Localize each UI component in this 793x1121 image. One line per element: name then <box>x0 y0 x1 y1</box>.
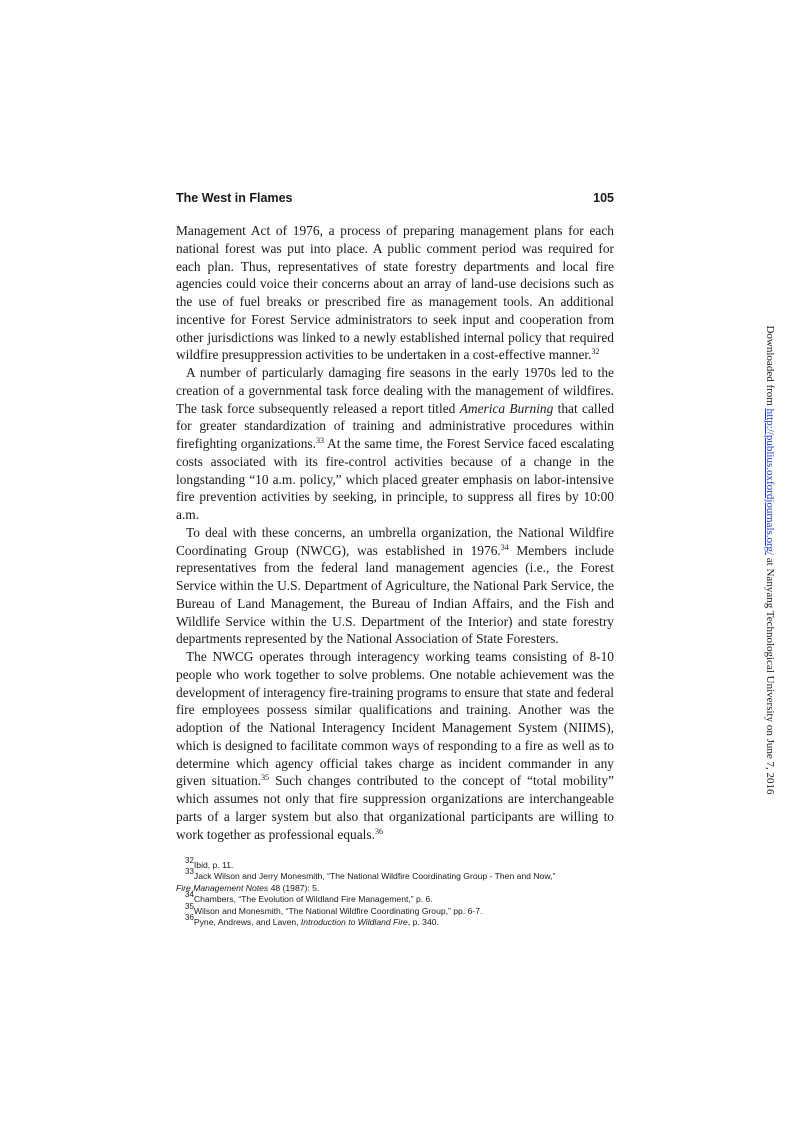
paragraph-4 <box>176 648 614 843</box>
footnote-34 <box>176 890 636 905</box>
footnotes <box>176 856 636 928</box>
footnote-ref-34: 34 <box>500 542 509 552</box>
paragraph-1-text: Management Act of 1976, a process of preparing management plans for each national forest was put into place. A public comment period was required for each plan. Thus, representatives of state forestry departments and local fire agencies could voice their concerns about an array of land-use decisions such as the use of fuel breaks or prescribed fire as management tools. An additional incentive for Forest Service administrators to seek input and cooperation from other jurisdictions was linked to a newly established internal policy that required wildfire presuppression activities to be undertaken in a cost-effective manner. <box>176 223 614 363</box>
footnote-number: 33 <box>185 867 194 877</box>
footnote-text: Jack Wilson and Jerry Monesmith, “The National Wildfire Coordinating Group - Then and Now,” <box>193 871 556 882</box>
footnote-text: Wilson and Monesmith, “The National Wildfire Coordinating Group,” pp. 6-7. <box>193 905 483 916</box>
page-header <box>176 191 614 205</box>
body-text <box>176 222 614 843</box>
footnote-number: 36 <box>185 913 194 923</box>
book-title: Introduction to Wildland Fire <box>300 917 408 928</box>
footnote-number: 32 <box>185 856 194 865</box>
journal-link[interactable]: http://publius.oxfordjournals.org/ <box>764 408 776 556</box>
paragraph-4-text-b: Such changes contributed to the concept of “total mobility” which assumes not only that fire suppression organizations are interchangeable parts of a larger system but also that organizational participants are willing to work together as professional equals. <box>176 773 614 842</box>
footnote-text: 48 (1987): 5. <box>268 882 320 893</box>
footnote-text: , p. 340. <box>407 917 439 928</box>
footnote-ref-33: 33 <box>316 436 324 445</box>
footnote-ref-35: 35 <box>261 773 270 783</box>
footnote-36 <box>176 913 636 928</box>
paragraph-2-text-a: A number of particularly damaging fire seasons in the early 1970s led to the creation of a governmental task force dealing with the management of wildfires. The task force subsequently released a report titled <box>176 365 614 416</box>
footnote-ref-36: 36 <box>374 826 383 836</box>
footnote-text: Chambers, “The Evolution of Wildland Fire Management,” p. 6. <box>193 894 433 905</box>
running-title: The West in Flames <box>176 191 293 205</box>
footnote-32 <box>176 856 636 871</box>
footnote-number: 34 <box>185 890 194 900</box>
footnote-text: Ibid, p. 11. <box>193 860 234 870</box>
footnote-ref-32: 32 <box>591 347 600 357</box>
journal-title: Fire Management Notes <box>176 882 269 893</box>
paragraph-3-text-a: To deal with these concerns, an umbrella organization, the National Wildfire Coordinating Group (NWCG), was established in 1976. <box>176 524 614 558</box>
paragraph-2-text-b: that called for greater standardization of training and administrative procedures within firefighting organizations. <box>176 400 615 451</box>
footnote-33-continued <box>176 883 636 894</box>
margin-suffix: at Nanyang Technological University on June 7, 2016 <box>764 555 776 795</box>
footnote-35 <box>176 901 636 917</box>
paragraph-2 <box>176 364 614 524</box>
footnote-33 <box>176 867 636 882</box>
report-title-america-burning: America Burning <box>459 400 554 416</box>
paragraph-1 <box>176 222 614 364</box>
paragraph-3 <box>176 524 614 648</box>
paragraph-2-text-c: At the same time, the Forest Service faced escalating costs associated with its fire-control activities because of a change in the longstanding “10 a.m. policy,” which placed greater emphasis on labor-intensive fire prevention activities by seeking, in principle, to suppress all fires by 10:00 a.m. <box>176 436 615 522</box>
footnote-text: Pyne, Andrews, and Laven, <box>193 917 301 928</box>
margin-prefix: Downloaded from <box>764 325 776 409</box>
paragraph-4-text-a: The NWCG operates through interagency working teams consisting of 8-10 people who work together to solve problems. One notable achievement was the development of interagency fire-training programs to ensure that state and federal fire employees possess similar qualifications and training. Another was the adoption of the National Interagency Incident Management System (NIIMS), which is designed to facilitate common ways of responding to a fire as well as to determine which agency official takes charge as incident commander in any given situation. <box>176 649 614 789</box>
page-number: 105 <box>593 191 614 205</box>
paragraph-3-text-b: Members include representatives from the federal land management agencies (i.e., the Forest Service within the U.S. Department of Agriculture, the National Park Service, the Bureau of Land Management, the Bureau of Indian Affairs, and the Fish and Wildlife Service within the U.S. Department of the Interior) and state forestry departments represented by the National Association of State Foresters. <box>176 542 615 647</box>
download-margin-text <box>764 325 776 794</box>
footnote-number: 35 <box>185 901 194 911</box>
